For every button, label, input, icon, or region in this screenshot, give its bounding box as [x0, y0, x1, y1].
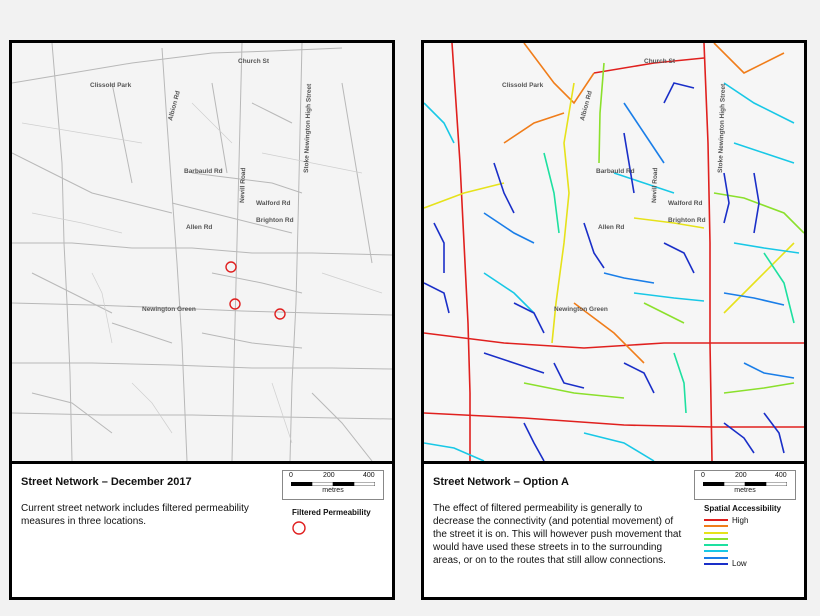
legend-high-label: High [732, 516, 749, 525]
scale-bar [694, 470, 796, 500]
label-albion-rd: Albion Rd [167, 90, 182, 122]
scale-ruler [291, 482, 375, 486]
scale-ruler [703, 482, 787, 486]
ramp-swatch [704, 519, 728, 521]
filter-legend-symbol [291, 520, 307, 536]
map-panel-current [9, 40, 395, 600]
panel-description: The effect of filtered permeability is generally to decrease the connectivity (and potential movement) of the street it is on. This will however push movement that would have used these streets in to the surrounding areas, or on to the routes that still allow connections. [433, 503, 682, 566]
ramp-swatch [704, 550, 728, 552]
label-clissold-park: Clissold Park [90, 82, 132, 89]
map-panel-option-a [421, 40, 807, 600]
legend-heading: Spatial Accessibility [704, 504, 782, 513]
scale-mid: 200 [735, 472, 747, 479]
label-newington-green: Newington Green [554, 306, 608, 313]
legend-low-label: Low [732, 559, 747, 568]
label-brighton-rd: Brighton Rd [668, 217, 706, 224]
label-clissold-park: Clissold Park [502, 82, 544, 89]
scale-mid: 200 [323, 472, 335, 479]
panel-title: Street Network – December 2017 [21, 476, 192, 488]
legend-option-a [424, 464, 804, 597]
panel-title: Street Network – Option A [433, 476, 569, 488]
label-church-st: Church St [644, 58, 676, 65]
ramp-swatch [704, 532, 728, 534]
label-walford-rd: Walford Rd [668, 200, 703, 207]
ramp-swatch [704, 538, 728, 540]
scale-unit: metres [734, 487, 756, 494]
label-walford-rd: Walford Rd [256, 200, 291, 207]
ramp-swatch [704, 544, 728, 546]
legend-heading: Filtered Permeability [292, 508, 371, 517]
label-nevill-road: Nevill Road [651, 167, 660, 204]
street-map-accessibility [424, 43, 804, 461]
label-albion-rd: Albion Rd [579, 90, 594, 122]
accessibility-color-ramp [704, 517, 728, 567]
label-stoke-newington-high-street: Stoke Newington High Street [303, 83, 314, 174]
ramp-swatch [704, 563, 728, 565]
ramp-swatch [704, 525, 728, 527]
street-map-grey [12, 43, 392, 461]
map-current-network [12, 43, 392, 464]
label-stoke-newington-high-street: Stoke Newington High Street [717, 83, 728, 174]
map-option-a-network [424, 43, 804, 464]
scale-zero: 0 [701, 472, 705, 479]
scale-unit: metres [322, 487, 344, 494]
label-brighton-rd: Brighton Rd [256, 217, 294, 224]
scale-max: 400 [363, 472, 375, 479]
legend-current [12, 464, 392, 597]
label-barbauld-rd: Barbauld Rd [596, 168, 635, 175]
label-newington-green: Newington Green [142, 306, 196, 313]
label-barbauld-rd: Barbauld Rd [184, 168, 223, 175]
scale-zero: 0 [289, 472, 293, 479]
label-allen-rd: Allen Rd [598, 224, 625, 231]
label-allen-rd: Allen Rd [186, 224, 213, 231]
label-church-st: Church St [238, 58, 270, 65]
ramp-swatch [704, 557, 728, 559]
panel-description: Current street network includes filtered permeability measures in three locations. [21, 503, 249, 527]
scale-bar [282, 470, 384, 500]
label-nevill-road: Nevill Road [239, 167, 248, 204]
scale-max: 400 [775, 472, 787, 479]
